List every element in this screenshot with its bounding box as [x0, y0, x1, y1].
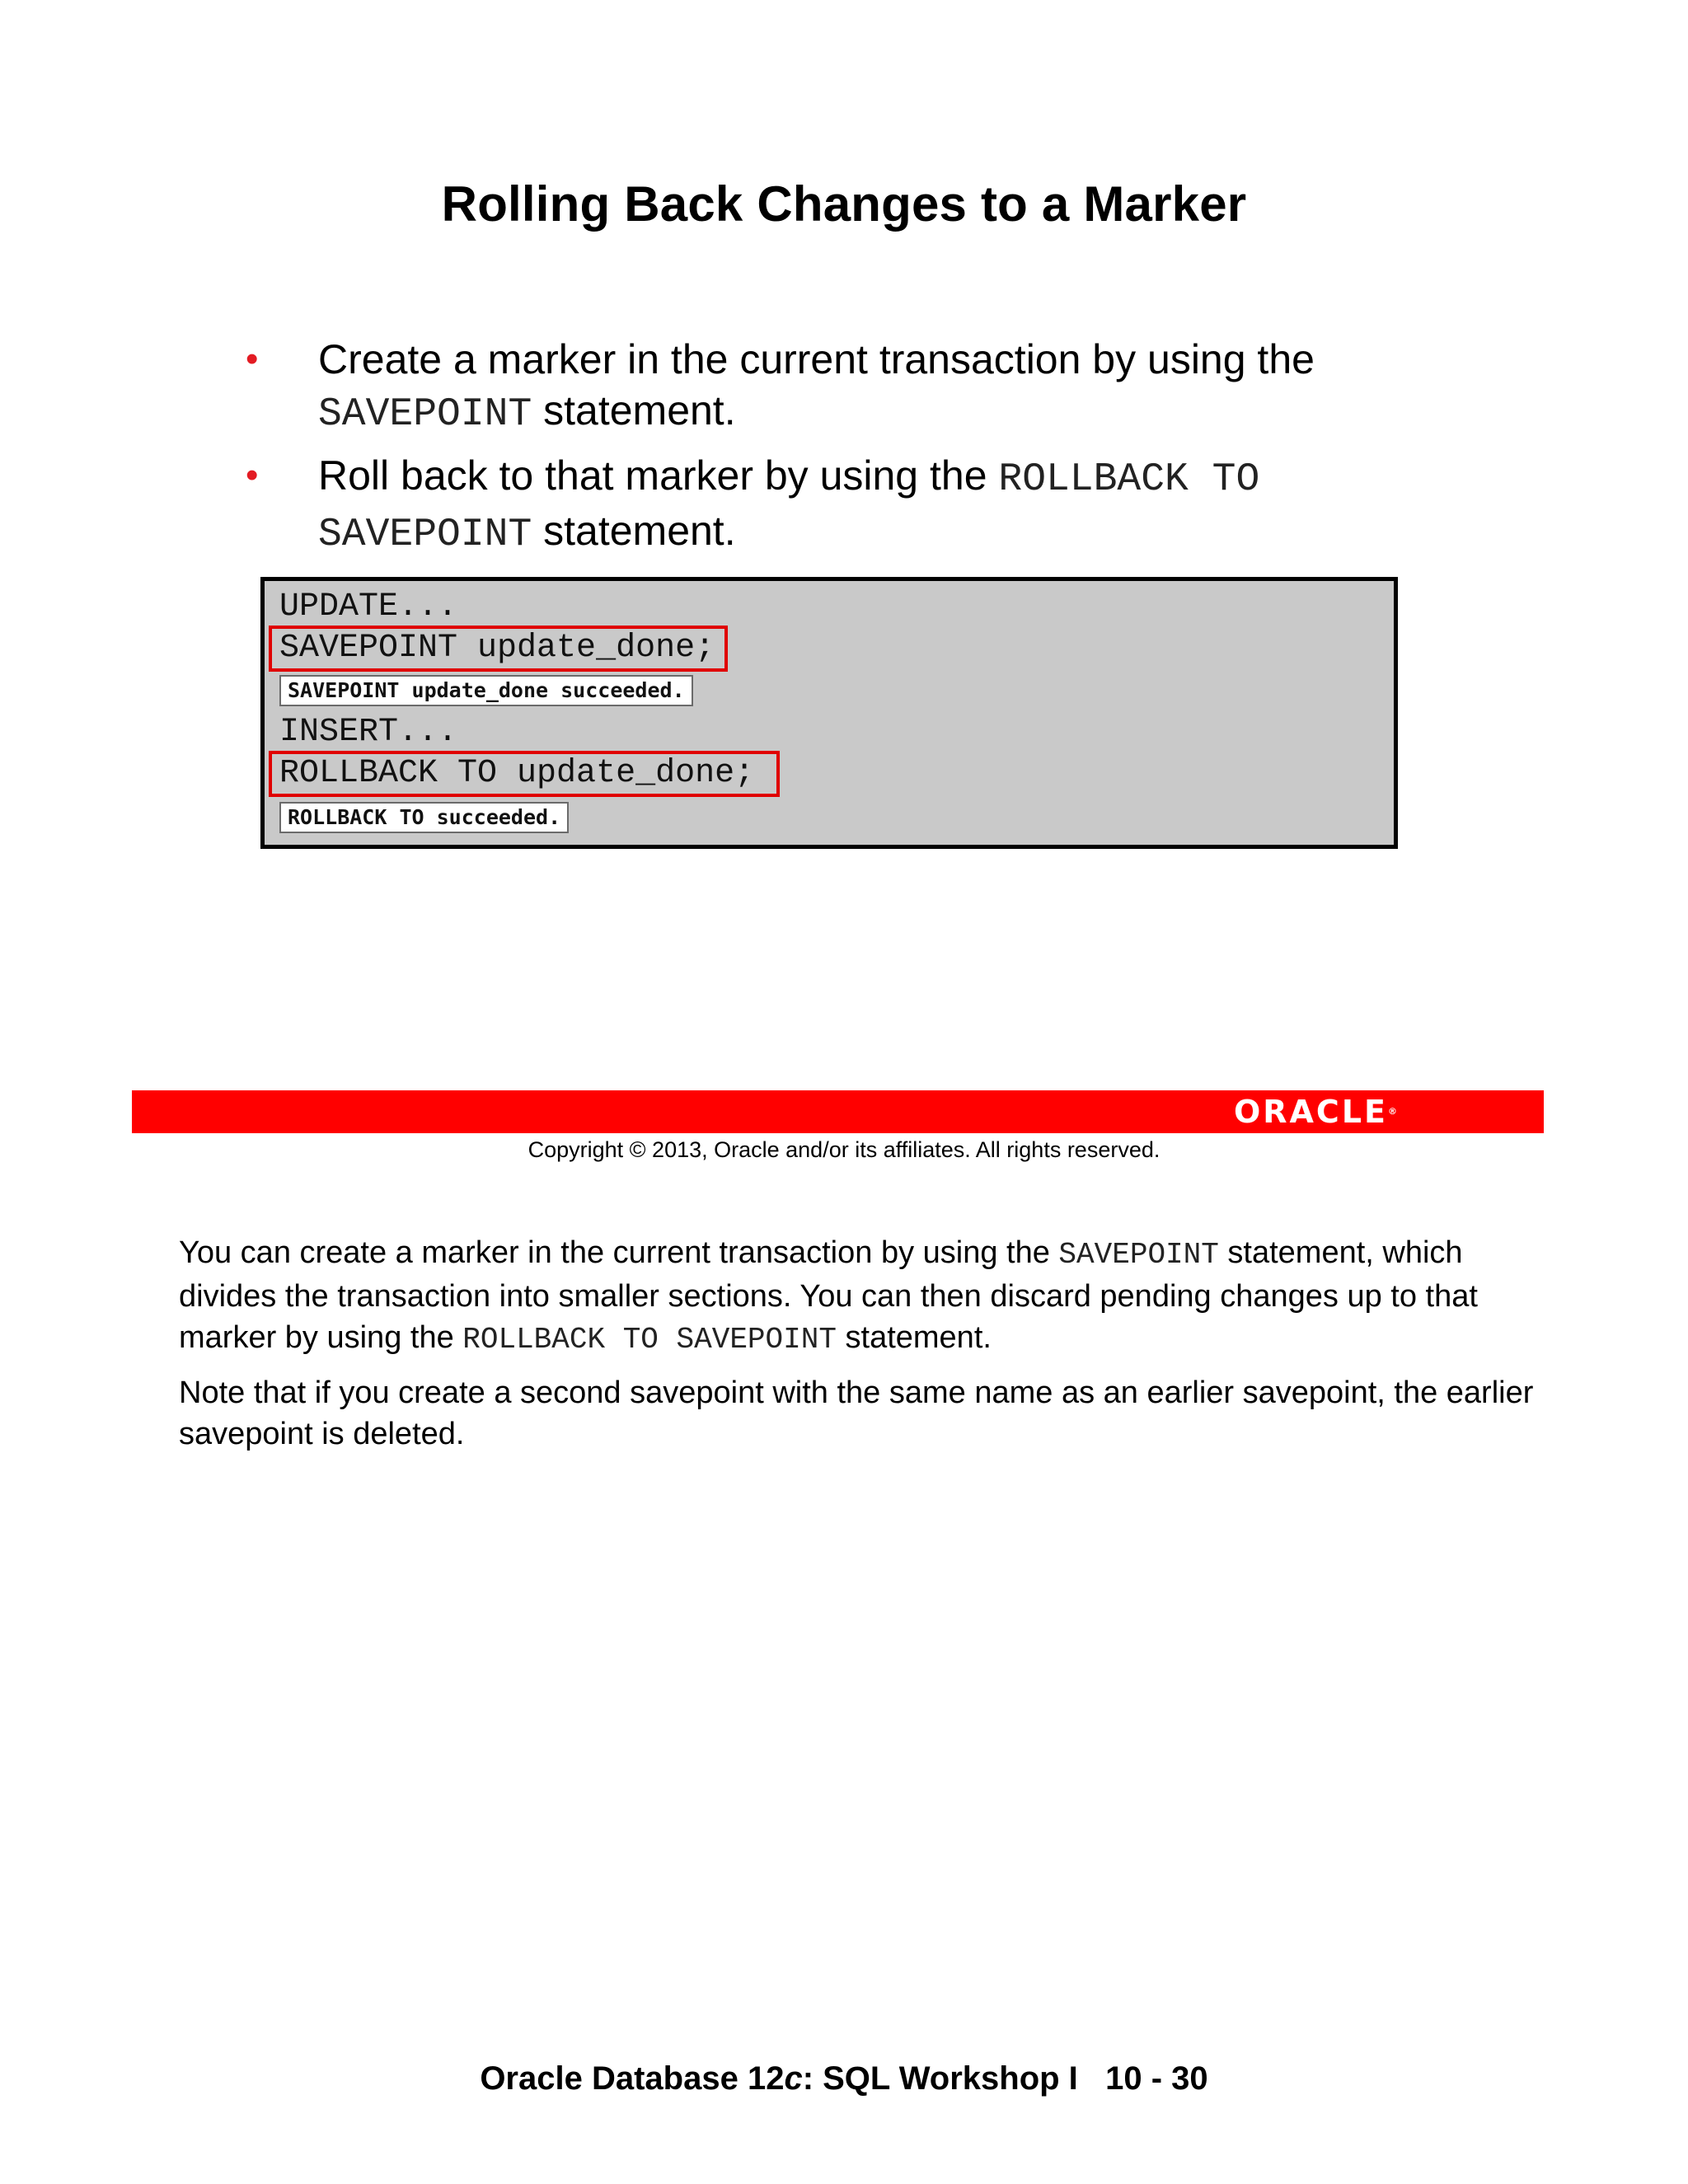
brand-band: [132, 1090, 1544, 1133]
bullet-text: statement.: [532, 508, 736, 554]
bullet-code: ROLLBACK TO SAVEPOINT: [318, 457, 1260, 557]
result-message: ROLLBACK TO succeeded.: [279, 802, 569, 833]
code-example: [260, 577, 1398, 849]
bullet-text: Roll back to that marker by using the: [318, 452, 999, 499]
page-footer: Oracle Database 12c: SQL Workshop I 10 - 30: [480, 2060, 1208, 2097]
notes-paragraph: You can create a marker in the current transaction by using the SAVEPOINT statement, which divides the transaction into smaller sections. You can then discard pending changes up to that marker by using the ROLLBACK TO SAVEPOINT statement.: [179, 1235, 1478, 1357]
slide-title: Rolling Back Changes to a Marker: [441, 176, 1247, 232]
bullet-dot-icon: •: [246, 455, 259, 495]
oracle-logo: ORACLE®: [1233, 1094, 1397, 1130]
inline-code: SAVEPOINT: [1058, 1238, 1219, 1272]
bullet-dot-icon: •: [246, 339, 259, 379]
bullet-item: [246, 450, 1482, 560]
bullet-code: SAVEPOINT: [318, 392, 532, 437]
notes-section: [179, 1232, 1547, 1466]
code-line: ROLLBACK TO update_done;: [279, 755, 755, 792]
copyright-notice: Copyright © 2013, Oracle and/or its affiliates. All rights reserved.: [528, 1137, 1160, 1162]
bullet-list: [246, 334, 1482, 570]
code-line: INSERT...: [279, 714, 458, 751]
code-line: SAVEPOINT update_done;: [279, 630, 715, 667]
bullet-text: Create a marker in the current transaction by using the: [318, 336, 1315, 382]
inline-code: ROLLBACK TO SAVEPOINT: [462, 1323, 837, 1357]
code-line: UPDATE...: [279, 588, 458, 626]
bullet-text: statement.: [532, 387, 736, 434]
page-number: 10 - 30: [1105, 2060, 1208, 2097]
bullet-item: [246, 334, 1482, 440]
result-message: SAVEPOINT update_done succeeded.: [279, 675, 693, 706]
notes-paragraph: Note that if you create a second savepoint with the same name as an earlier savepoint, the earlier savepoint is deleted.: [179, 1376, 1534, 1451]
